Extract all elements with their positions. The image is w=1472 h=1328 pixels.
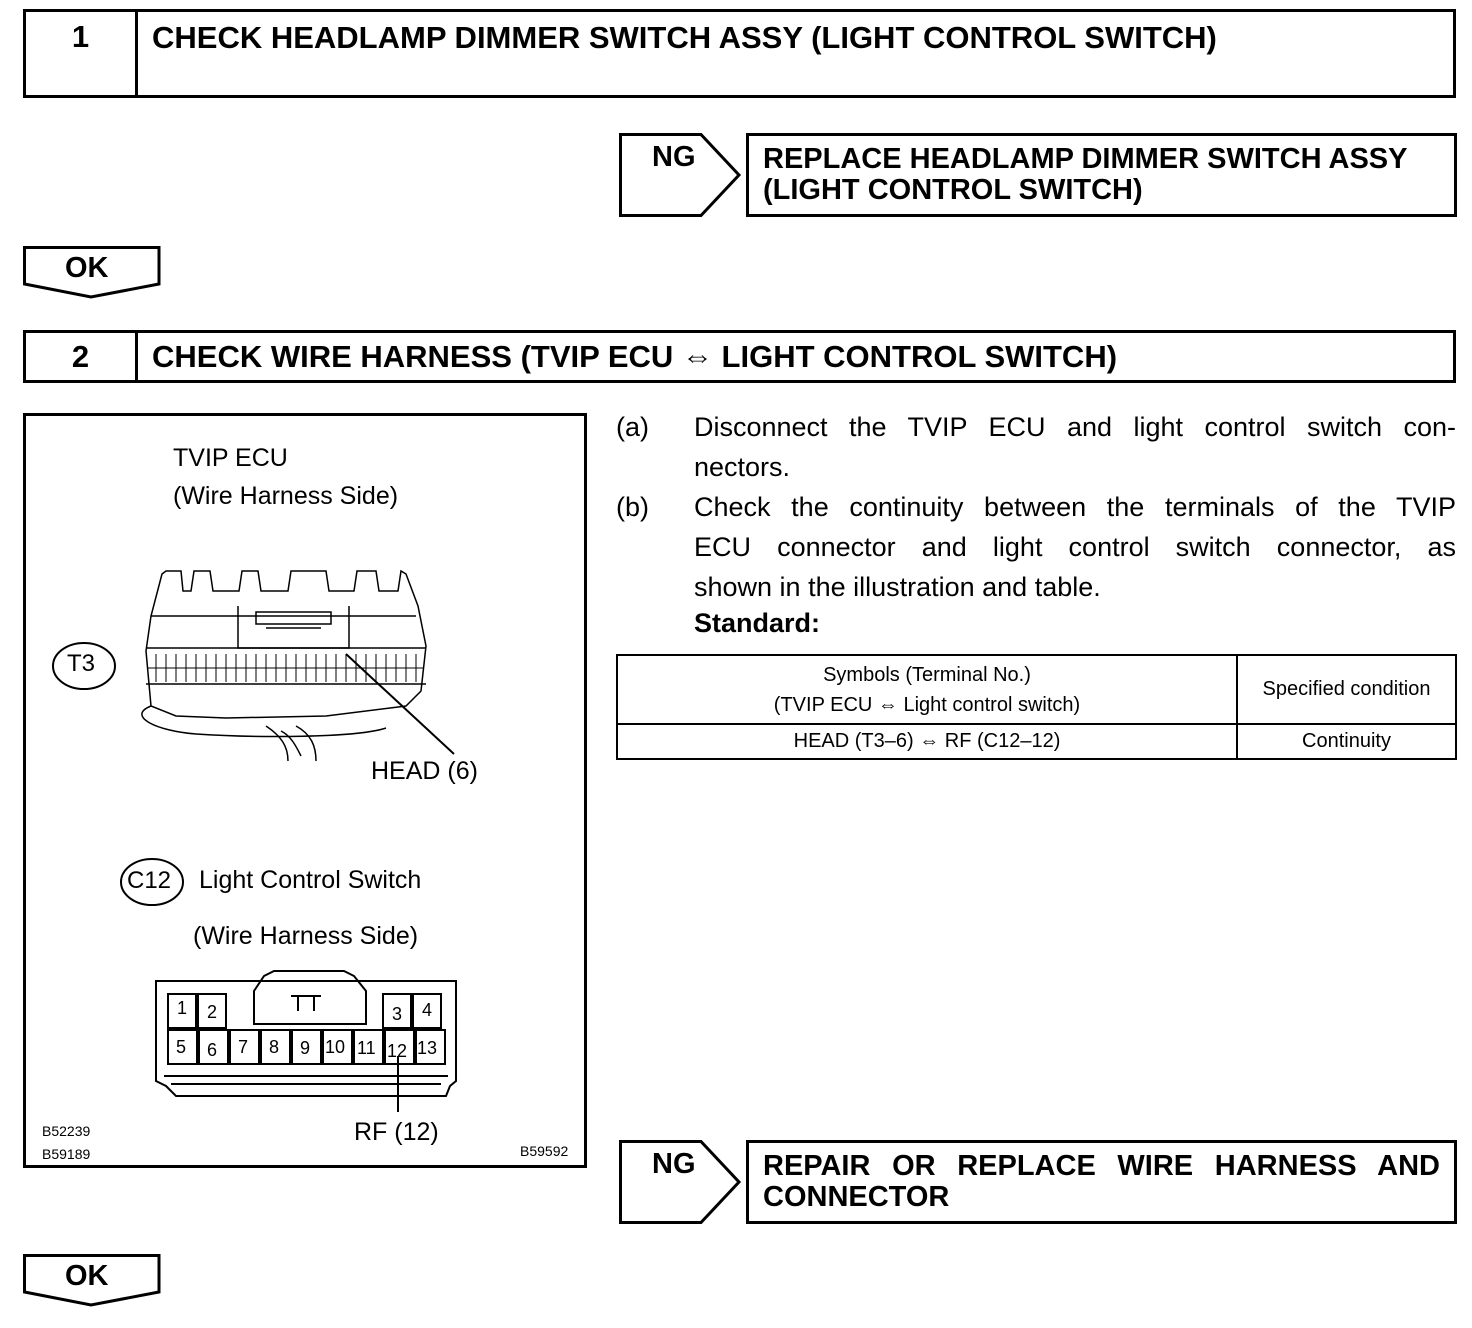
- step-2-ok-arrow: [23, 1254, 161, 1308]
- step-2-ng-label: NG: [652, 1148, 696, 1180]
- switch-title: Light Control Switch: [199, 866, 422, 894]
- head-pointer-line: [346, 654, 454, 754]
- ref-code-2: B59189: [42, 1146, 91, 1162]
- c12-connector-code: C12: [127, 867, 172, 894]
- head-terminal-label: HEAD (6): [371, 757, 478, 785]
- step-1-ng-arrow: [619, 133, 743, 217]
- row-condition: Continuity: [1237, 724, 1456, 759]
- step-1-title: CHECK HEADLAMP DIMMER SWITCH ASSY (LIGHT CONTROL SWITCH): [152, 20, 1217, 55]
- instruction-b-text: [694, 487, 1456, 607]
- instruction-a-line2: nectors.: [694, 452, 791, 482]
- step-1-ng-action-line1: REPLACE HEADLAMP DIMMER SWITCH ASSY: [763, 143, 1408, 175]
- terminal-7: 7: [238, 1037, 249, 1057]
- terminal-10: 10: [325, 1037, 346, 1057]
- light-control-switch-connector: [156, 971, 456, 1096]
- step-2-ng-action-line1: REPAIR OR REPLACE WIRE HARNESS AND: [763, 1150, 1440, 1182]
- step-2-ng-action-line2: CONNECTOR: [763, 1181, 950, 1213]
- ecu-subtitle: (Wire Harness Side): [173, 482, 399, 510]
- ref-code-1: B52239: [42, 1123, 91, 1139]
- switch-subtitle: (Wire Harness Side): [193, 922, 419, 950]
- step-1-header: [23, 9, 1456, 98]
- header-symbols: [617, 655, 1237, 724]
- instruction-a-line1: Disconnect the TVIP ECU and light control switch con-: [694, 412, 1456, 442]
- ref-code-3: B59592: [520, 1143, 569, 1159]
- terminal-3: 3: [392, 1004, 403, 1024]
- instruction-a-label: (a): [616, 412, 649, 442]
- instruction-b: [616, 487, 1458, 607]
- terminal-1: 1: [177, 998, 188, 1018]
- step-1-number: 1: [26, 12, 138, 95]
- terminal-13: 13: [417, 1038, 438, 1058]
- table-header-row: [617, 655, 1456, 724]
- t3-connector-code: T3: [67, 650, 96, 677]
- header-symbols-line1: Symbols (Terminal No.): [823, 663, 1031, 686]
- step-2-ok-label: OK: [65, 1260, 109, 1292]
- instruction-b-label: (b): [616, 492, 649, 522]
- table-row: [617, 724, 1456, 759]
- header-condition: Specified condition: [1237, 655, 1456, 724]
- ecu-terminal-grid: [148, 654, 424, 682]
- terminal-9: 9: [300, 1038, 311, 1058]
- terminal-11: 11: [357, 1038, 376, 1058]
- terminal-5: 5: [176, 1037, 187, 1057]
- terminal-6: 6: [207, 1040, 218, 1060]
- step-1-ng-label: NG: [652, 141, 696, 173]
- step-1-ng-action: [746, 133, 1457, 217]
- step-1-ok-label: OK: [65, 252, 109, 284]
- instruction-a-text: [694, 407, 1456, 487]
- step-2-ng-arrow: [619, 1140, 743, 1224]
- step-1-ok-arrow: [23, 246, 161, 300]
- connector-illustration: [23, 413, 587, 1168]
- instruction-a: [616, 407, 1458, 487]
- terminal-2: 2: [207, 1002, 218, 1022]
- tvip-ecu-connector: [142, 571, 426, 761]
- standard-label: Standard:: [694, 608, 821, 638]
- terminal-12: 12: [387, 1041, 408, 1061]
- step-2-number: 2: [26, 333, 138, 380]
- terminal-8: 8: [269, 1037, 280, 1057]
- step-2-header: [23, 330, 1456, 383]
- row-symbols: HEAD (T3–6) ⇔ RF (C12–12): [617, 724, 1237, 759]
- step-2-ng-action: [746, 1140, 1457, 1224]
- ecu-title: TVIP ECU: [173, 444, 288, 472]
- header-symbols-line2: (TVIP ECU ⇔ Light control switch): [773, 693, 1081, 716]
- rf-terminal-label: RF (12): [354, 1118, 439, 1146]
- instruction-b-line3: shown in the illustration and table.: [694, 572, 1101, 602]
- instruction-b-line2: ECU connector and light control switch connector, as: [694, 532, 1456, 562]
- instruction-b-line1: Check the continuity between the terminals of the TVIP: [694, 492, 1456, 522]
- specification-table: [616, 654, 1457, 760]
- step-1-ng-action-line2: (LIGHT CONTROL SWITCH): [763, 174, 1143, 206]
- step-2-title: CHECK WIRE HARNESS (TVIP ECU ⇔ LIGHT CONTROL SWITCH): [152, 339, 1118, 374]
- terminal-4: 4: [422, 1000, 433, 1020]
